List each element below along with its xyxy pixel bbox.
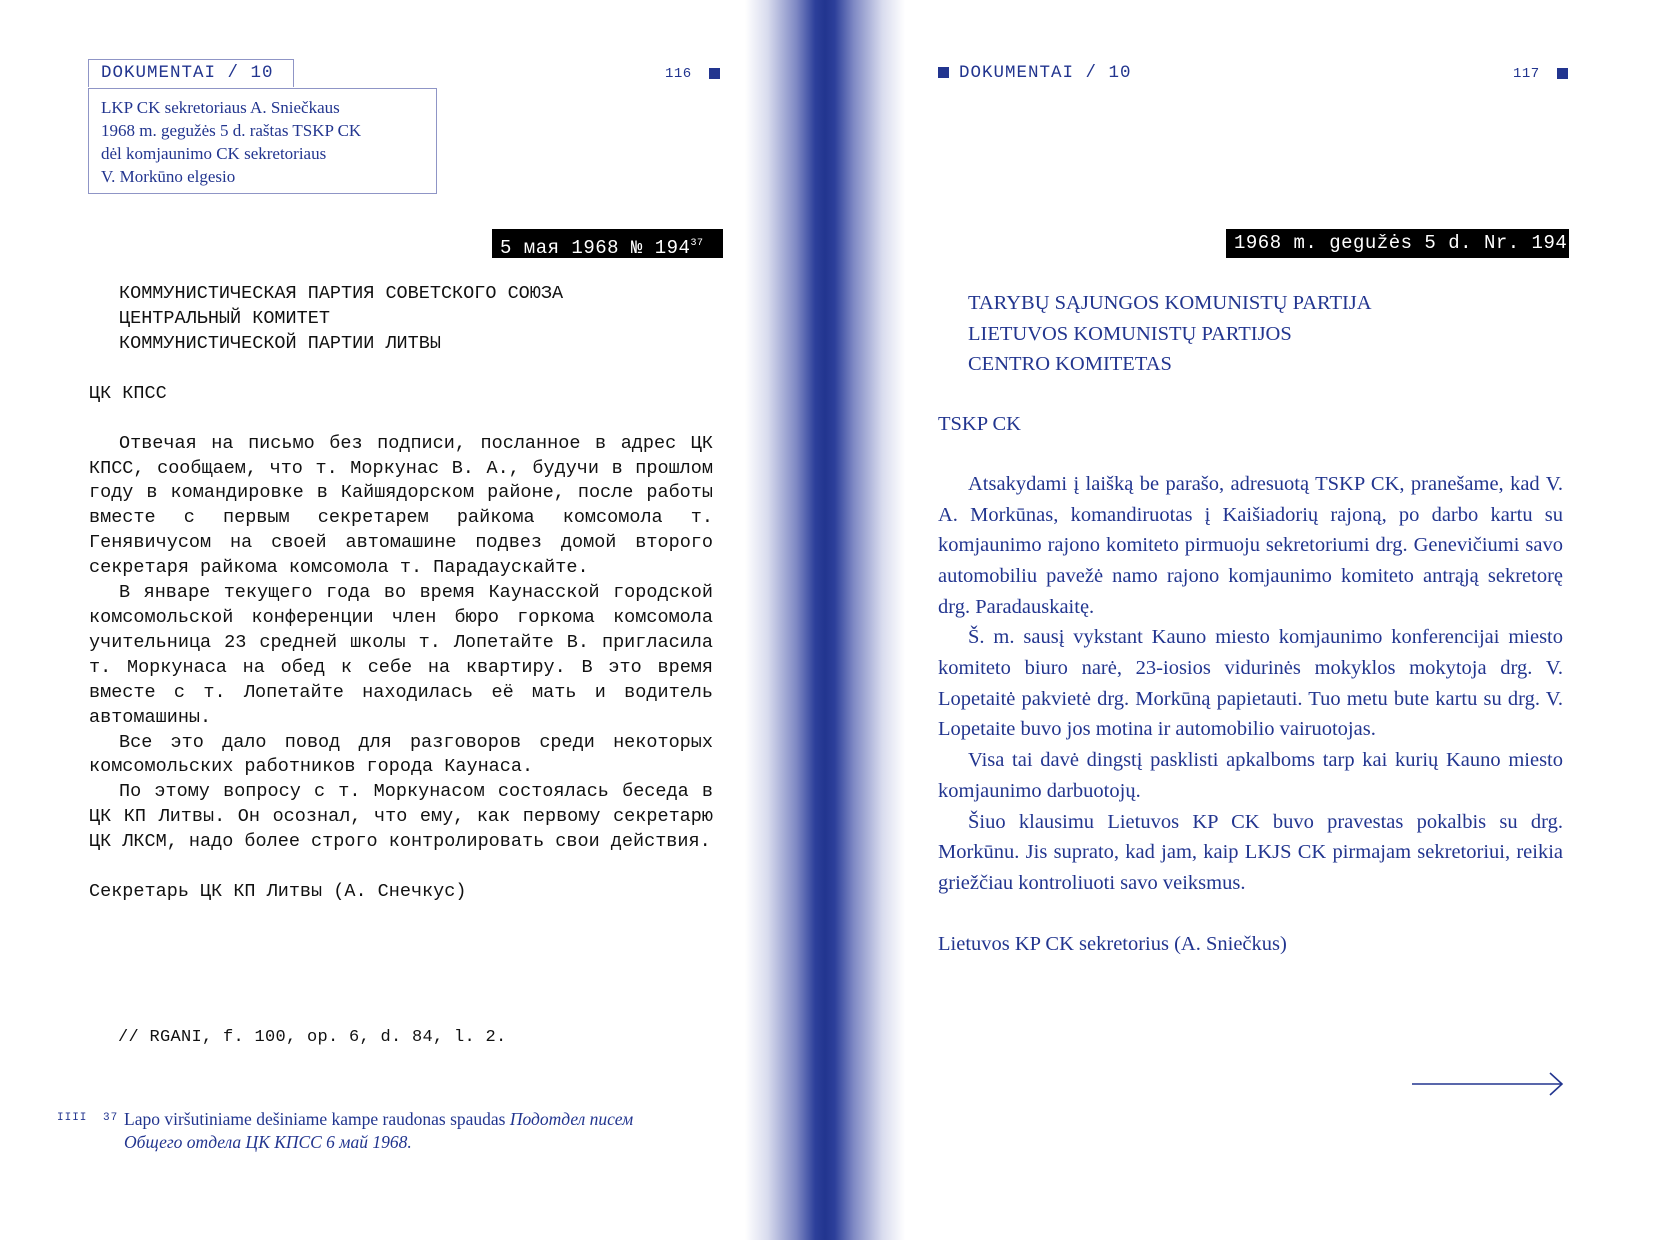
- footnote-italic: Подотдел писем: [509, 1109, 634, 1129]
- letter-heading-line: ЦЕНТРАЛЬНЫЙ КОМИТЕТ: [119, 307, 330, 329]
- section-header-right: [938, 63, 1132, 83]
- footnote-marker: [57, 1112, 118, 1124]
- footnote-number: 37: [103, 1112, 119, 1124]
- date-stamp-right: [1226, 229, 1569, 258]
- letter-paragraph: Все это дало повод для разговоров среди некоторых комсомольских работников города Каунаса.: [89, 731, 713, 778]
- letter-heading-line: КОММУНИСТИЧЕСКОЙ ПАРТИИ ЛИТВЫ: [119, 332, 441, 354]
- page-number-left: [665, 66, 720, 82]
- letter-paragraph: Šiuo klausimu Lietuvos KP CK buvo pravestas pokalbis su drg. Morkūnu. Jis suprato, kad jam, kaip LKJS CK pirmajam sekretoriui, reikia griežčiau kontroliuoti savo veiksmus.: [938, 810, 1563, 894]
- page-number: 116: [665, 66, 692, 82]
- footnote-text: [124, 1108, 724, 1154]
- date-stamp-text: 1968 m. gegužės 5 d. Nr. 194: [1234, 232, 1568, 254]
- russian-letter: [89, 282, 713, 905]
- letter-paragraph: Š. m. sausį vykstant Kauno miesto komjaunimo konferencijai miesto komiteto biuro narė, 23-iosios vidurinės mokyklos mokytoja drg. V. Lopetaitė pakvietė drg. Morkūną papietauti. Tuo metu bute kartu su drg. V. Lopetaite buvo jos motina ir automobilio vairuotojas.: [938, 626, 1563, 741]
- square-marker-icon: [709, 68, 720, 79]
- doc-title-line: dėl komjaunimo CK sekretoriaus: [101, 144, 327, 163]
- letter-signature: Секретарь ЦК КП Литвы (А. Снечкус): [89, 881, 467, 903]
- doc-title-line: 1968 m. gegužės 5 d. raštas TSKP CK: [101, 121, 362, 140]
- letter-heading-line: TARYBŲ SĄJUNGOS KOMUNISTŲ PARTIJA: [968, 292, 1372, 314]
- next-page-arrow[interactable]: [1412, 1072, 1564, 1101]
- section-tab-left: [88, 59, 294, 87]
- letter-paragraph: По этому вопросу с т. Моркунасом состоялась беседа в ЦК КП Литвы. Он осознал, что ему, как первому секретарю ЦК ЛКСМ, надо более строго контролировать свои действия.: [89, 781, 713, 853]
- letter-heading-line: LIETUVOS KOMUNISTŲ PARTIJOS: [968, 322, 1292, 345]
- square-marker-icon: [1557, 68, 1568, 79]
- section-header: DOKUMENTAI / 10: [959, 63, 1132, 83]
- document-title-box: [88, 88, 437, 194]
- page-number: 117: [1513, 66, 1540, 82]
- letter-paragraph: Отвечая на письмо без подписи, посланное в адрес ЦК КПСС, сообщаем, что т. Моркунас В. А., будучи в прошлом году в командировке в Кайшядорском районе, после работы вместе с первым секретарем райкома комсомола т. Генявичусом на своей автомашине подвез домой второго секретаря райкома комсомола т. Парадаускайте.: [89, 432, 713, 579]
- lithuanian-letter: [938, 288, 1563, 959]
- date-stamp-text: 5 мая 1968 № 194: [500, 237, 691, 259]
- letter-heading-line: КОММУНИСТИЧЕСКАЯ ПАРТИЯ СОВЕТСКОГО СОЮЗА: [119, 283, 564, 304]
- doc-title-line: V. Morkūno elgesio: [101, 167, 236, 186]
- date-stamp-left: [492, 229, 723, 258]
- footnote-ref: 37: [690, 238, 704, 249]
- archive-source: // RGANI, f. 100, op. 6, d. 84, l. 2.: [118, 1028, 507, 1047]
- book-gutter-shadow: [745, 0, 905, 1240]
- letter-paragraph: Visa tai davė dingstį pasklisti apkalboms tarp kai kurių Kauno miesto komjaunimo darbuotojų.: [938, 749, 1563, 802]
- letter-addressee: ЦК КПСС: [89, 382, 167, 404]
- doc-title-line: LKP CK sekretoriaus A. Sniečkaus: [101, 98, 340, 117]
- footnote-plain: Lapo viršutiniame dešiniame kampe raudonas spaudas: [124, 1109, 510, 1129]
- footnote-bars: IIII: [57, 1112, 88, 1124]
- arrow-right-icon: [1412, 1072, 1564, 1096]
- footnote-italic: Общего отдела ЦК КПСС 6 май 1968.: [124, 1132, 412, 1152]
- letter-paragraph: В январе текущего года во время Каунасской городской комсомольской конференции член бюро горкома комсомола учительница 23 средней школы т. Лопетайте В. пригласила т. Моркунаса на обед к себе на квартиру. В это время вместе с т. Лопетайте находилась её мать и водитель автомашины.: [89, 582, 713, 728]
- letter-addressee: TSKP CK: [938, 413, 1021, 436]
- page-number-right: [1513, 66, 1568, 82]
- letter-signature: Lietuvos KP CK sekretorius (A. Sniečkus): [938, 932, 1287, 955]
- letter-paragraph: Atsakydami į laišką be parašo, adresuotą TSKP CK, pranešame, kad V. A. Morkūnas, komandiruotas į Kaišiadorių rajoną, po darbo kartu su komjaunimo rajono komiteto pirmuoju sekretoriumi drg. Genevičiumi savo automobiliu pavežė namo rajono komjaunimo komiteto antrąją sekretorę drg. Paradauskaitę.: [938, 472, 1563, 618]
- letter-heading-line: CENTRO KOMITETAS: [968, 353, 1172, 376]
- section-header: DOKUMENTAI / 10: [101, 63, 274, 83]
- square-marker-icon: [938, 67, 949, 78]
